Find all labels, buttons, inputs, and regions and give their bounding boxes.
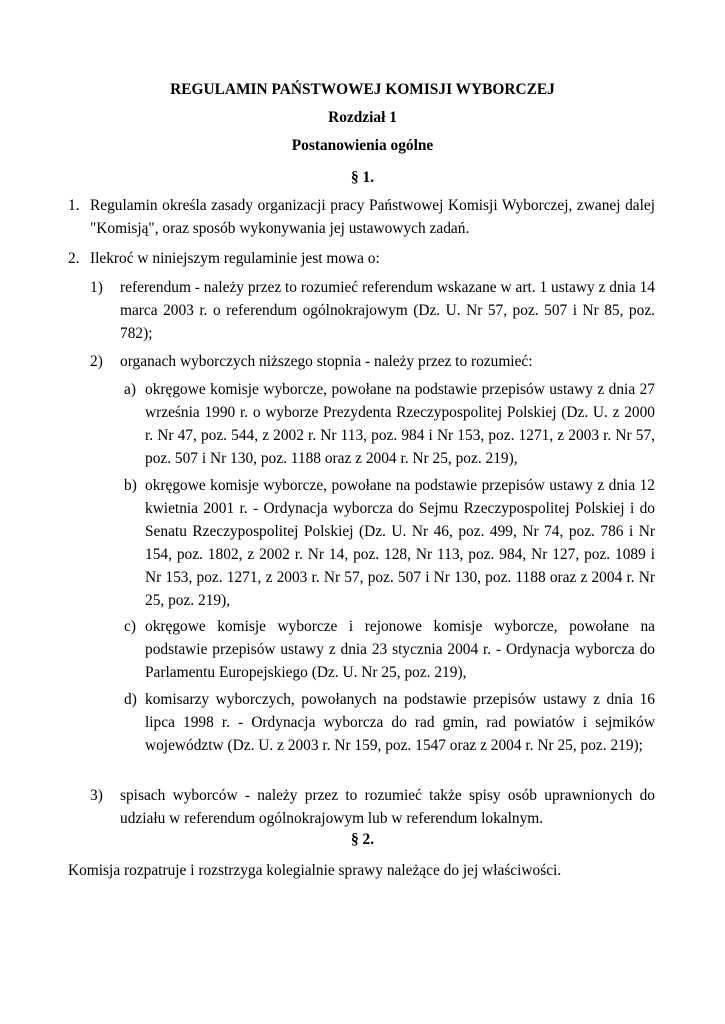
letter-number: c) bbox=[124, 618, 136, 635]
letter-text: okręgowe komisje wyborcze, powołane na podstawie przepisów ustawy z dnia 27 września 1990 r. o wyborze Prezydenta Rzeczypospolitej Polskiej (Dz. U. z 2000 r. Nr 47, poz. 544, z 2002 r. Nr 113, poz. 984 i Nr 153, poz. 1271, z 2003 r. Nr 57, poz. 507 i Nr 130, poz. 1188 oraz z 2004 r. Nr 25, poz. 219), bbox=[145, 381, 655, 467]
letter-text: komisarzy wyborczych, powołanych na podstawie przepisów ustawy z dnia 16 lipca 1998 r. - Ordynacja wyborcza do rad gmin, rad powiatów i sejmików województw (Dz. U. z 2003 r. Nr 159, poz. 1547 oraz z 2004 r. Nr 25, poz. 219); bbox=[145, 691, 655, 754]
definition-text: organach wyborczych niższego stopnia - należy przez to rozumieć: bbox=[120, 353, 533, 370]
definition-3 bbox=[90, 784, 655, 830]
definition-text: referendum - należy przez to rozumieć referendum wskazane w art. 1 ustawy z dnia 14 marca 2003 r. o referendum ogólnokrajowym (Dz. U. Nr 57, poz. 507 i Nr 85, poz. 782); bbox=[120, 279, 655, 342]
definition-1 bbox=[90, 276, 655, 345]
point-text: Ilekroć w niniejszym regulaminie jest mowa o: bbox=[90, 250, 380, 267]
letter-number: a) bbox=[124, 381, 136, 398]
point-number: 2. bbox=[68, 250, 80, 267]
letter-item-b bbox=[124, 474, 655, 612]
section-1-heading: § 1. bbox=[350, 169, 375, 186]
definition-number: 1) bbox=[90, 279, 103, 296]
document-title: REGULAMIN PAŃSTWOWEJ KOMISJI WYBORCZEJ bbox=[170, 81, 555, 98]
definition-2 bbox=[90, 350, 655, 373]
letter-item-d bbox=[124, 688, 655, 780]
chapter-number: Rozdział 1 bbox=[328, 109, 397, 126]
point-text: Regulamin określa zasady organizacji pracy Państwowej Komisji Wyborczej, zwanej dalej "Komisją", oraz sposób wykonywania jej ustawowych zadań. bbox=[90, 197, 655, 237]
section-1-point-2 bbox=[68, 247, 655, 270]
definition-number: 3) bbox=[90, 787, 103, 804]
chapter-title: Postanowienia ogólne bbox=[291, 137, 434, 154]
section-2-text: Komisja rozpatruje i rozstrzyga kolegialnie sprawy należące do jej właściwości. bbox=[68, 862, 562, 879]
letter-text: okręgowe komisje wyborcze i rejonowe komisje wyborcze, powołane na podstawie przepisów ustawy z dnia 23 stycznia 2004 r. - Ordynacja wyborcza do Parlamentu Europejskiego (Dz. U. Nr 25, poz. 219), bbox=[145, 618, 655, 681]
section-2-heading: § 2. bbox=[350, 831, 375, 848]
letter-number: b) bbox=[124, 477, 137, 494]
definition-number: 2) bbox=[90, 353, 103, 370]
point-number: 1. bbox=[68, 197, 80, 214]
letter-item-c bbox=[124, 615, 655, 684]
letter-text: okręgowe komisje wyborcze, powołane na podstawie przepisów ustawy z dnia 12 kwietnia 2001 r. - Ordynacja wyborcza do Sejmu Rzeczypospolitej Polskiej i do Senatu Rzeczypospolitej Polskiej (Dz. U. Nr 46, poz. 499, Nr 74, poz. 786 i Nr 154, poz. 1802, z 2002 r. Nr 14, poz. 128, Nr 113, poz. 984, Nr 127, poz. 1089 i Nr 153, poz. 1271, z 2003 r. Nr 57, poz. 507 i Nr 130, poz. 1188 oraz z 2004 r. Nr 25, poz. 219), bbox=[145, 477, 655, 609]
letter-item-a bbox=[124, 378, 655, 470]
definition-text: spisach wyborców - należy przez to rozumieć także spisy osób uprawnionych do udziału w referendum ogólnokrajowym lub w referendum lokalnym. bbox=[120, 787, 655, 827]
letter-number: d) bbox=[124, 691, 137, 708]
section-1-point-1 bbox=[68, 194, 655, 240]
